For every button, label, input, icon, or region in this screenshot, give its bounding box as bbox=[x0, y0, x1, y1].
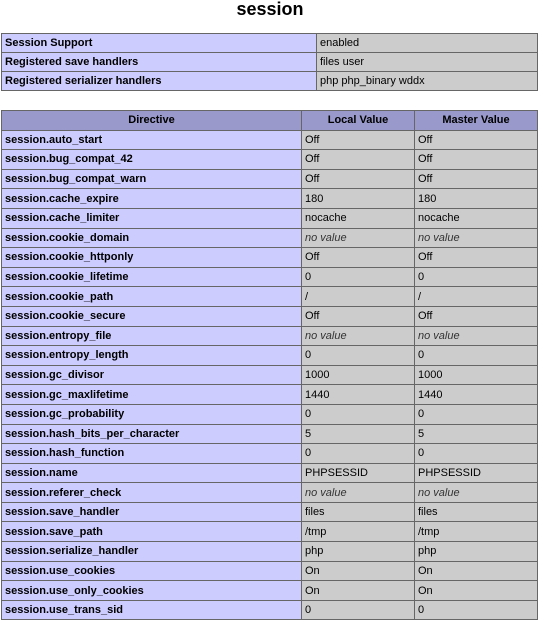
master-value: 1440 bbox=[415, 385, 538, 405]
master-value: 180 bbox=[415, 189, 538, 209]
directive-name: session.entropy_length bbox=[2, 346, 302, 366]
master-value: Off bbox=[415, 169, 538, 189]
directive-name: session.auto_start bbox=[2, 130, 302, 150]
directive-name: session.gc_probability bbox=[2, 404, 302, 424]
master-value: no value bbox=[415, 483, 538, 503]
local-value: On bbox=[302, 581, 415, 601]
local-value: 0 bbox=[302, 267, 415, 287]
directive-name: session.cache_limiter bbox=[2, 208, 302, 228]
local-value: no value bbox=[302, 228, 415, 248]
directive-row bbox=[2, 522, 538, 542]
support-label: Session Support bbox=[2, 34, 317, 53]
local-value: 0 bbox=[302, 444, 415, 464]
master-value: nocache bbox=[415, 208, 538, 228]
directive-name: session.entropy_file bbox=[2, 326, 302, 346]
directive-name: session.gc_divisor bbox=[2, 365, 302, 385]
support-value: files user bbox=[317, 53, 538, 72]
directive-column-header: Directive bbox=[2, 111, 302, 131]
master-value: /tmp bbox=[415, 522, 538, 542]
directive-name: session.bug_compat_42 bbox=[2, 150, 302, 170]
directive-row bbox=[2, 248, 538, 268]
directive-name: session.referer_check bbox=[2, 483, 302, 503]
master-value: / bbox=[415, 287, 538, 307]
master-value: 0 bbox=[415, 267, 538, 287]
directive-row bbox=[2, 483, 538, 503]
master-value: no value bbox=[415, 326, 538, 346]
support-value: php php_binary wddx bbox=[317, 72, 538, 91]
directive-row bbox=[2, 208, 538, 228]
directive-name: session.bug_compat_warn bbox=[2, 169, 302, 189]
directive-name: session.hash_function bbox=[2, 444, 302, 464]
local-value: 0 bbox=[302, 404, 415, 424]
directive-name: session.save_path bbox=[2, 522, 302, 542]
master-value: 0 bbox=[415, 600, 538, 620]
local-value: Off bbox=[302, 130, 415, 150]
local-value: 0 bbox=[302, 600, 415, 620]
directive-name: session.cookie_httponly bbox=[2, 248, 302, 268]
directive-row bbox=[2, 463, 538, 483]
directive-name: session.use_cookies bbox=[2, 561, 302, 581]
directive-row bbox=[2, 600, 538, 620]
directive-row bbox=[2, 444, 538, 464]
directive-name: session.save_handler bbox=[2, 502, 302, 522]
directive-row bbox=[2, 385, 538, 405]
directive-name: session.use_trans_sid bbox=[2, 600, 302, 620]
directive-name: session.hash_bits_per_character bbox=[2, 424, 302, 444]
local-value: php bbox=[302, 542, 415, 562]
page-title: session bbox=[236, 0, 304, 19]
directive-name: session.gc_maxlifetime bbox=[2, 385, 302, 405]
support-row bbox=[2, 72, 538, 91]
directive-row bbox=[2, 365, 538, 385]
directive-row bbox=[2, 228, 538, 248]
master-value: 1000 bbox=[415, 365, 538, 385]
master-value: On bbox=[415, 561, 538, 581]
directive-row bbox=[2, 169, 538, 189]
directives-table bbox=[1, 110, 538, 620]
directive-row bbox=[2, 542, 538, 562]
master-value: PHPSESSID bbox=[415, 463, 538, 483]
local-value: 180 bbox=[302, 189, 415, 209]
local-value-column-header: Local Value bbox=[302, 111, 415, 131]
directive-name: session.cookie_lifetime bbox=[2, 267, 302, 287]
directive-row bbox=[2, 267, 538, 287]
local-value: On bbox=[302, 561, 415, 581]
master-value: 0 bbox=[415, 346, 538, 366]
local-value: Off bbox=[302, 248, 415, 268]
local-value: / bbox=[302, 287, 415, 307]
local-value: 5 bbox=[302, 424, 415, 444]
master-value: no value bbox=[415, 228, 538, 248]
support-row bbox=[2, 53, 538, 72]
local-value: 1000 bbox=[302, 365, 415, 385]
support-label: Registered save handlers bbox=[2, 53, 317, 72]
directive-name: session.cookie_domain bbox=[2, 228, 302, 248]
directive-row bbox=[2, 130, 538, 150]
directive-row bbox=[2, 287, 538, 307]
directive-name: session.cookie_secure bbox=[2, 306, 302, 326]
local-value: /tmp bbox=[302, 522, 415, 542]
local-value: PHPSESSID bbox=[302, 463, 415, 483]
support-value: enabled bbox=[317, 34, 538, 53]
directive-row bbox=[2, 189, 538, 209]
directive-row bbox=[2, 326, 538, 346]
support-row bbox=[2, 34, 538, 53]
support-label: Registered serializer handlers bbox=[2, 72, 317, 91]
directive-name: session.cookie_path bbox=[2, 287, 302, 307]
master-value: 0 bbox=[415, 404, 538, 424]
local-value: no value bbox=[302, 483, 415, 503]
directive-row bbox=[2, 306, 538, 326]
directive-name: session.serialize_handler bbox=[2, 542, 302, 562]
local-value: 0 bbox=[302, 346, 415, 366]
master-value: files bbox=[415, 502, 538, 522]
directive-name: session.cache_expire bbox=[2, 189, 302, 209]
local-value: no value bbox=[302, 326, 415, 346]
directive-name: session.use_only_cookies bbox=[2, 581, 302, 601]
directive-row bbox=[2, 150, 538, 170]
master-value: 5 bbox=[415, 424, 538, 444]
master-value: Off bbox=[415, 150, 538, 170]
directive-row bbox=[2, 502, 538, 522]
local-value: 1440 bbox=[302, 385, 415, 405]
directive-row bbox=[2, 581, 538, 601]
master-value: 0 bbox=[415, 444, 538, 464]
local-value: nocache bbox=[302, 208, 415, 228]
directive-name: session.name bbox=[2, 463, 302, 483]
master-value: On bbox=[415, 581, 538, 601]
local-value: Off bbox=[302, 306, 415, 326]
directive-row bbox=[2, 346, 538, 366]
session-support-table bbox=[1, 33, 538, 91]
directive-row bbox=[2, 561, 538, 581]
local-value: Off bbox=[302, 169, 415, 189]
master-value-column-header: Master Value bbox=[415, 111, 538, 131]
local-value: files bbox=[302, 502, 415, 522]
directive-row bbox=[2, 404, 538, 424]
master-value: php bbox=[415, 542, 538, 562]
master-value: Off bbox=[415, 248, 538, 268]
directive-row bbox=[2, 424, 538, 444]
master-value: Off bbox=[415, 306, 538, 326]
directives-header-row bbox=[2, 111, 538, 131]
local-value: Off bbox=[302, 150, 415, 170]
master-value: Off bbox=[415, 130, 538, 150]
